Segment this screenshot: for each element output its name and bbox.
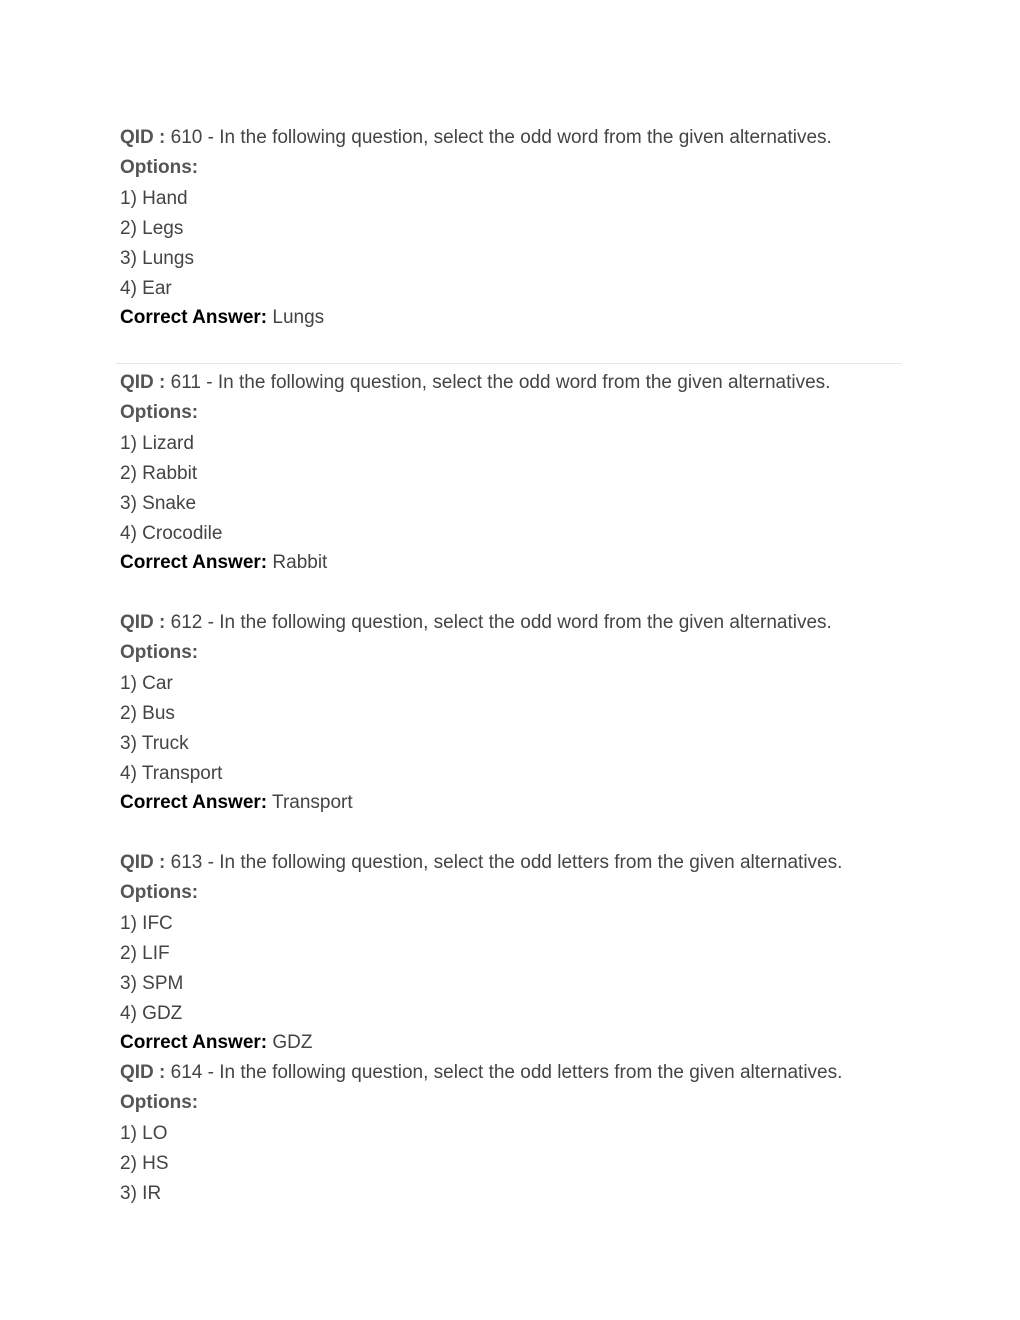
qid-label: QID : — [120, 852, 166, 873]
option-item: 3) SPM — [120, 973, 184, 994]
qid-label: QID : — [120, 612, 166, 633]
options-label: Options: — [120, 157, 199, 178]
option-item: 4) Transport — [120, 763, 223, 784]
options-label: Options: — [120, 402, 199, 423]
qid-label: QID : — [120, 372, 166, 393]
question-stem: 613 - In the following question, select the odd letters from the given alternatives. — [165, 852, 843, 873]
correct-answer-label: Correct Answer: — [120, 307, 268, 328]
question-stem: 612 - In the following question, select the odd word from the given alternatives. — [165, 612, 832, 633]
qid-label: QID : — [120, 127, 166, 148]
correct-answer-value: GDZ — [267, 1032, 313, 1053]
option-item: 2) Bus — [120, 703, 175, 724]
option-item: 1) Lizard — [120, 433, 194, 454]
option-item: 1) Car — [120, 673, 173, 694]
correct-answer-value: Rabbit — [267, 552, 328, 573]
question-stem: 610 - In the following question, select the odd word from the given alternatives. — [165, 127, 832, 148]
option-item: 2) Legs — [120, 218, 184, 239]
option-item: 3) Snake — [120, 493, 197, 514]
correct-answer — [120, 788, 353, 818]
option-item: 1) LO — [120, 1123, 168, 1144]
question-text — [120, 848, 842, 878]
option-item: 2) Rabbit — [120, 463, 198, 484]
options-label: Options: — [120, 1092, 199, 1113]
correct-answer-value: Transport — [267, 792, 353, 813]
question-text — [120, 368, 830, 398]
qid-label: QID : — [120, 1062, 166, 1083]
option-item: 4) Ear — [120, 278, 172, 299]
question-text — [120, 608, 832, 638]
correct-answer — [120, 303, 324, 333]
correct-answer-label: Correct Answer: — [120, 1032, 268, 1053]
option-item: 1) Hand — [120, 188, 188, 209]
correct-answer-value: Lungs — [267, 307, 325, 328]
option-item: 2) HS — [120, 1153, 169, 1174]
options-label: Options: — [120, 882, 199, 903]
question-stem: 611 - In the following question, select the odd word from the given alternatives. — [165, 372, 831, 393]
correct-answer-label: Correct Answer: — [120, 552, 268, 573]
option-item: 4) GDZ — [120, 1003, 183, 1024]
divider — [116, 363, 902, 364]
option-item: 4) Crocodile — [120, 523, 223, 544]
option-item: 3) Truck — [120, 733, 189, 754]
option-item: 1) IFC — [120, 913, 173, 934]
option-item: 3) IR — [120, 1183, 162, 1204]
option-item: 2) LIF — [120, 943, 170, 964]
options-label: Options: — [120, 642, 199, 663]
option-item: 3) Lungs — [120, 248, 194, 269]
question-text — [120, 123, 832, 153]
correct-answer-label: Correct Answer: — [120, 792, 268, 813]
question-text — [120, 1058, 842, 1088]
question-stem: 614 - In the following question, select the odd letters from the given alternatives. — [165, 1062, 843, 1083]
correct-answer — [120, 1028, 313, 1058]
correct-answer — [120, 548, 327, 578]
